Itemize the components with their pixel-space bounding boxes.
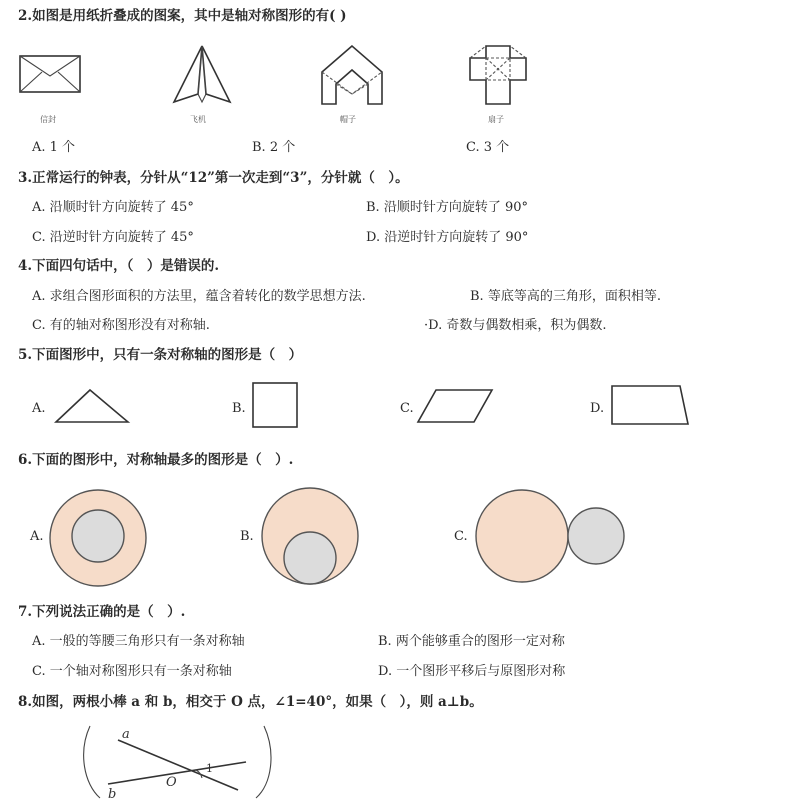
concentric-circles-figure — [46, 486, 152, 590]
square-shape — [250, 380, 300, 430]
q4-option-d[interactable]: ·D. 奇数与偶数相乘，积为偶数. — [424, 318, 607, 333]
q7-option-a[interactable]: A. 一般的等腰三角形只有一条对称轴 — [32, 634, 245, 649]
fan-figure — [466, 42, 530, 108]
intersecting-sticks-figure — [78, 722, 278, 800]
q2-option-a[interactable]: A. 1 个 — [32, 140, 76, 155]
q6-label-a[interactable]: A. — [30, 529, 44, 544]
q2-option-c[interactable]: C. 3 个 — [466, 140, 510, 155]
q5-label-d[interactable]: D. — [590, 401, 605, 416]
q4-option-a[interactable]: A. 求组合图形面积的方法里，蕴含着转化的数学思想方法. — [32, 289, 366, 304]
q7-option-b[interactable]: B. 两个能够重合的图形一定对称 — [378, 634, 565, 649]
q5-label-b[interactable]: B. — [232, 401, 246, 416]
q4-stem: 4.下面四句话中，（ ）是错误的. — [18, 258, 220, 274]
triangle-shape — [52, 386, 132, 426]
q4-option-c[interactable]: C. 有的轴对称图形没有对称轴. — [32, 318, 210, 333]
q3-option-a[interactable]: A. 沿顺时针方向旋转了 45° — [32, 200, 194, 215]
q7-option-d[interactable]: D. 一个图形平移后与原图形对称 — [378, 664, 566, 679]
q8-stem: 8.如图，两根小棒 a 和 b，相交于 O 点，∠1=40°，如果（ ），则 a⊥b。 — [18, 694, 483, 710]
q7-stem: 7.下列说法正确的是（ ）. — [18, 604, 186, 620]
parallelogram-shape — [416, 384, 496, 428]
q3-stem: 3.正常运行的钟表，分针从“12”第一次走到“3”，分针就（ ）。 — [18, 170, 409, 186]
stick-a-label: a — [122, 727, 130, 742]
q3-option-b[interactable]: B. 沿顺时针方向旋转了 90° — [366, 200, 528, 215]
q3-option-d[interactable]: D. 沿逆时针方向旋转了 90° — [366, 230, 529, 245]
q4-option-b[interactable]: B. 等底等高的三角形，面积相等. — [470, 289, 661, 304]
trapezoid-shape — [606, 382, 692, 430]
q5-label-c[interactable]: C. — [400, 401, 414, 416]
q2-caption-fan: 扇子 — [488, 115, 504, 124]
q7-option-c[interactable]: C. 一个轴对称图形只有一条对称轴 — [32, 664, 232, 679]
separate-circles-figure — [472, 486, 632, 590]
q2-option-b[interactable]: B. 2 个 — [252, 140, 296, 155]
q2-caption-plane: 飞机 — [190, 115, 206, 124]
angle-1-label: 1 — [206, 762, 213, 775]
q5-label-a[interactable]: A. — [32, 401, 46, 416]
envelope-figure — [18, 50, 84, 98]
hat-figure — [318, 42, 386, 108]
q2-caption-envelope: 信封 — [40, 115, 56, 124]
stick-b-label: b — [108, 787, 117, 800]
q2-stem: 2.如图是用纸折叠成的图案，其中是轴对称图形的有( ) — [18, 8, 347, 24]
tangent-circles-figure — [258, 486, 362, 590]
q6-label-c[interactable]: C. — [454, 529, 468, 544]
q6-stem: 6.下面的图形中，对称轴最多的图形是（ ）. — [18, 452, 294, 468]
point-o-label: O — [166, 775, 177, 790]
q6-label-b[interactable]: B. — [240, 529, 254, 544]
q3-option-c[interactable]: C. 沿逆时针方向旋转了 45° — [32, 230, 194, 245]
paper-plane-figure — [170, 42, 234, 108]
q2-caption-hat: 帽子 — [340, 115, 356, 124]
q5-stem: 5.下面图形中，只有一条对称轴的图形是（ ） — [18, 347, 303, 363]
